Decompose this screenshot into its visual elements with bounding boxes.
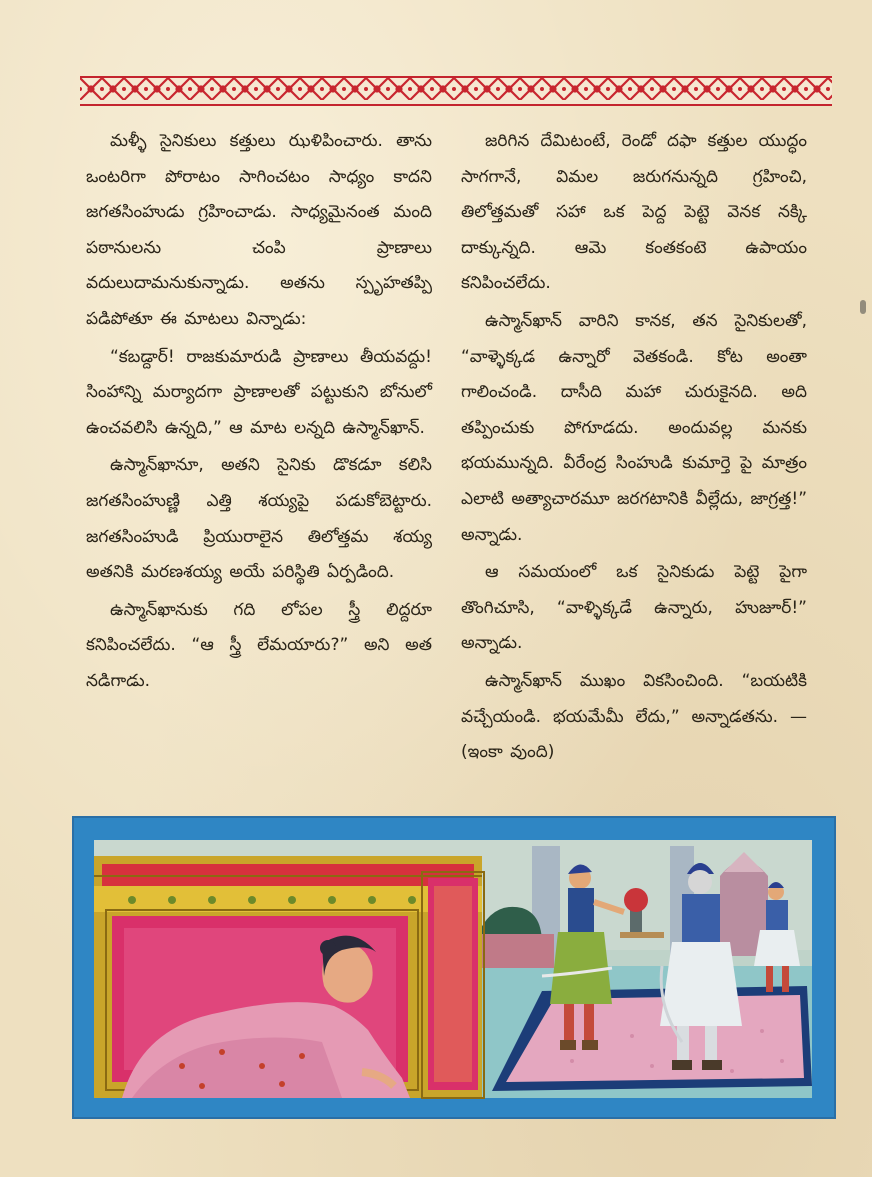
left-paragraph-3: ఉస్మాన్‌ఖానూ, అతని సైనికు డొకడూ కలిసి జగతసింహుణ్ణి ఎత్తి శయ్యపై పడుకోబెట్టారు. జగతసింహుడి ప్రియురాలైన తిలోత్తమ శయ్య అతనికి మరణశయ్య అయే పరిస్థితి ఏర్పడింది. [86, 455, 432, 583]
left-paragraph-2: “కబడ్దార్! రాజకుమారుడి ప్రాణాలు తీయవద్దు! సింహాన్ని మర్యాదగా ప్రాణాలతో పట్టుకుని బోనులో ఉంచవలిసి ఉన్నది,” ఆ మాట లన్నది ఉస్మాన్‌ఖాన్. [86, 346, 432, 438]
left-paragraph-1: మళ్ళీ సైనికులు కత్తులు ఝళిపించారు. తాను ఒంటరిగా పోరాటం సాగించటం సాధ్యం కాదని జగతసింహుడు గ్రహించాడు. సాధ్యమైనంత మంది పఠానులను చంపి ప్రాణాలు వదులుదామనుకున్నాడు. అతను స్పృహతప్పి పడిపోతూ ఈ మాటలు విన్నాడు: [86, 131, 432, 329]
right-paragraph-4: ఉస్మాన్‌ఖాన్ ముఖం వికసించింది. “బయటికి వచ్చేయండి. భయమేమీ లేదు,” అన్నాడతను. —(ఇంకా వుంది) [461, 670, 807, 763]
left-paragraph-4: ఉస్మాన్‌ఖానుకు గది లోపల స్త్రీ లిద్దరూ కనిపించలేదు. “ఆ స్త్రీ లేమయారు?” అని అత నడిగాడు. [86, 599, 432, 691]
decorative-border-strip [80, 76, 832, 106]
left-text-column [86, 124, 432, 700]
story-illustration [72, 816, 836, 1119]
right-text-column [461, 124, 807, 771]
page-edge-mark [860, 300, 866, 314]
right-paragraph-1: జరిగిన దేమిటంటే, రెండో దఫా కత్తుల యుద్ధం సాగగానే, విమల జరుగనున్నది గ్రహించి, తిలోత్తమతో సహా ఒక పెద్ద పెట్టె వెనక నక్కి దాక్కున్నది. ఆమె కంతకంటె ఉపాయం కనిపించలేదు. [461, 131, 807, 294]
right-paragraph-2: ఉస్మాన్‌ఖాన్ వారిని కానక, తన సైనికులతో, “వాళ్ళెక్కడ ఉన్నారో వెతకండి. కోట అంతా గాలించండి. దాసీది మహా చురుకైనది. అది తప్పించుకు పోగూడదు. అందువల్ల మనకు భయమున్నది. వీరేంద్ర సింహుడి కుమార్తె పై మాత్రం ఎలాటి అత్యాచారమూ జరగటానికి వీల్లేదు, జాగ్రత్త!” అన్నాడు. [461, 310, 808, 545]
right-paragraph-3: ఆ సమయంలో ఒక సైనికుడు పెట్టె పైగా తొంగిచూసి, “వాళ్ళిక్కడే ఉన్నారు, హుజూర్!” అన్నాడు. [461, 562, 807, 654]
